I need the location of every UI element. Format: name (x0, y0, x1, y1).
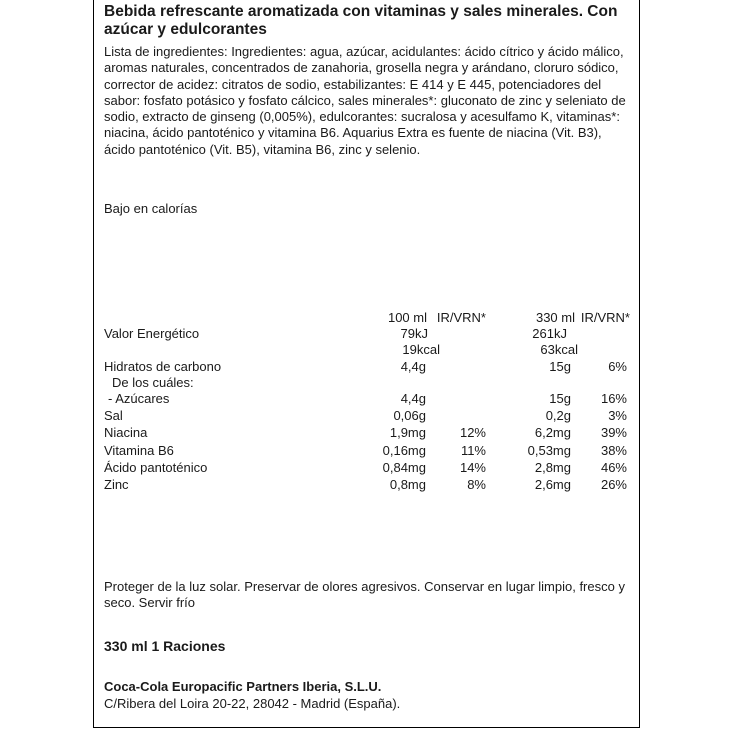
carbs-100: 4,4g (400, 359, 426, 374)
nutrient-value-330: 2,6mg (534, 477, 571, 492)
company-address: C/Ribera del Loira 20-22, 28042 - Madrid (España). (104, 696, 401, 711)
energy-kj-330: 261kJ (532, 326, 567, 341)
header-ir-330ml: IR/VRN* (580, 310, 630, 325)
nutrient-label: Vitamina B6 (104, 442, 174, 458)
header-330ml: 330 ml (535, 310, 575, 325)
nutrient-value-100: 0,8mg (389, 477, 426, 492)
serving-info: 330 ml 1 Raciones (104, 638, 226, 654)
nutrient-value-330: 2,8mg (534, 459, 571, 475)
nutrient-ir-330: 3% (608, 408, 627, 424)
nutrient-ir-100: 12% (459, 425, 486, 441)
energy-kj-100: 79kJ (400, 326, 428, 341)
carbs-330: 15g (549, 359, 571, 374)
nutrient-label: Ácido pantoténico (104, 459, 208, 475)
nutrient-value-100: 1,9mg (389, 425, 426, 441)
nutrient-ir-330: 16% (600, 391, 627, 406)
nutrient-ir-330: 26% (600, 477, 627, 492)
nutrient-label: Sal (104, 408, 123, 424)
company-name: Coca-Cola Europacific Partners Iberia, S.L.U. (104, 679, 382, 694)
nutrient-value-100: 0,84mg (382, 459, 426, 475)
product-title: Bebida refrescante aromatizada con vitaminas y sales minerales. Con azúcar y edulcorantes (104, 3, 618, 38)
energy-row (104, 326, 634, 342)
nutrient-ir-330: 38% (600, 442, 627, 458)
nutrient-value-100: 4,4g (400, 391, 426, 406)
nutrient-label: Niacina (104, 425, 148, 441)
carbs-row (104, 359, 634, 375)
nutrient-ir-100: 11% (460, 442, 486, 458)
storage-instructions: Proteger de la luz solar. Preservar de olores agresivos. Conservar en lugar limpio, fresco y seco. Servir frío (104, 579, 625, 611)
nutrient-value-330: 15g (549, 391, 571, 406)
energy-label: Valor Energético (104, 326, 200, 341)
nutrient-label: Zinc (104, 477, 129, 492)
nutrient-row (104, 460, 634, 476)
carbs-ir-330: 6% (608, 359, 627, 374)
header-100ml: 100 ml (387, 310, 427, 325)
nutrition-header-row (104, 310, 634, 326)
nutrient-row (104, 443, 634, 459)
nutrient-ir-100: 8% (467, 477, 486, 492)
nutrient-row (104, 391, 634, 407)
nutrient-row (104, 408, 634, 424)
energy-kcal-100: 19kcal (402, 342, 440, 357)
energy-kcal-row (104, 342, 634, 358)
nutrient-ir-100: 14% (459, 459, 486, 475)
nutrient-value-330: 0,53mg (527, 442, 571, 458)
ingredients-list: Lista de ingredientes: Ingredientes: agua, azúcar, acidulantes: ácido cítrico y ácido málico, aromas naturales, concentrados de zanahoria, grosella negra y arándano, cloruro sódico, corrector de acidez: citratos de sodio, estabilizantes: E 414 y E 445, potenciadores del sabor: fosfato potásico y fosfato cálcico, sales minerales*: gluconato de zinc y seleniato de sodio, extracto de ginseng (0,005%), edulcorantes: sucralosa y acesulfamo K, vitaminas*: niacina, ácido pantoténico y vitamina B6. Aquarius Extra es fuente de niacina (Vit. B3), ácido pantoténico (Vit. B5), vitamina B6, zinc y selenio. (104, 44, 626, 157)
nutrient-ir-330: 46% (600, 459, 627, 475)
of-which-label: De los cuáles: (112, 375, 194, 390)
carbs-label: Hidratos de carbono (104, 359, 222, 374)
nutrient-value-100: 0,06g (393, 408, 426, 424)
low-calorie-claim: Bajo en calorías (104, 201, 198, 216)
header-ir-100ml: IR/VRN* (436, 310, 486, 325)
nutrient-value-330: 6,2mg (534, 425, 571, 441)
nutrient-row (104, 477, 634, 493)
nutrient-label: - Azúcares (108, 391, 170, 406)
nutrient-value-330: 0,2g (545, 408, 571, 424)
of-which-row (104, 375, 634, 391)
nutrient-row (104, 425, 634, 441)
nutrient-ir-330: 39% (600, 425, 627, 441)
nutrient-value-100: 0,16mg (382, 442, 426, 458)
energy-kcal-330: 63kcal (540, 342, 578, 357)
